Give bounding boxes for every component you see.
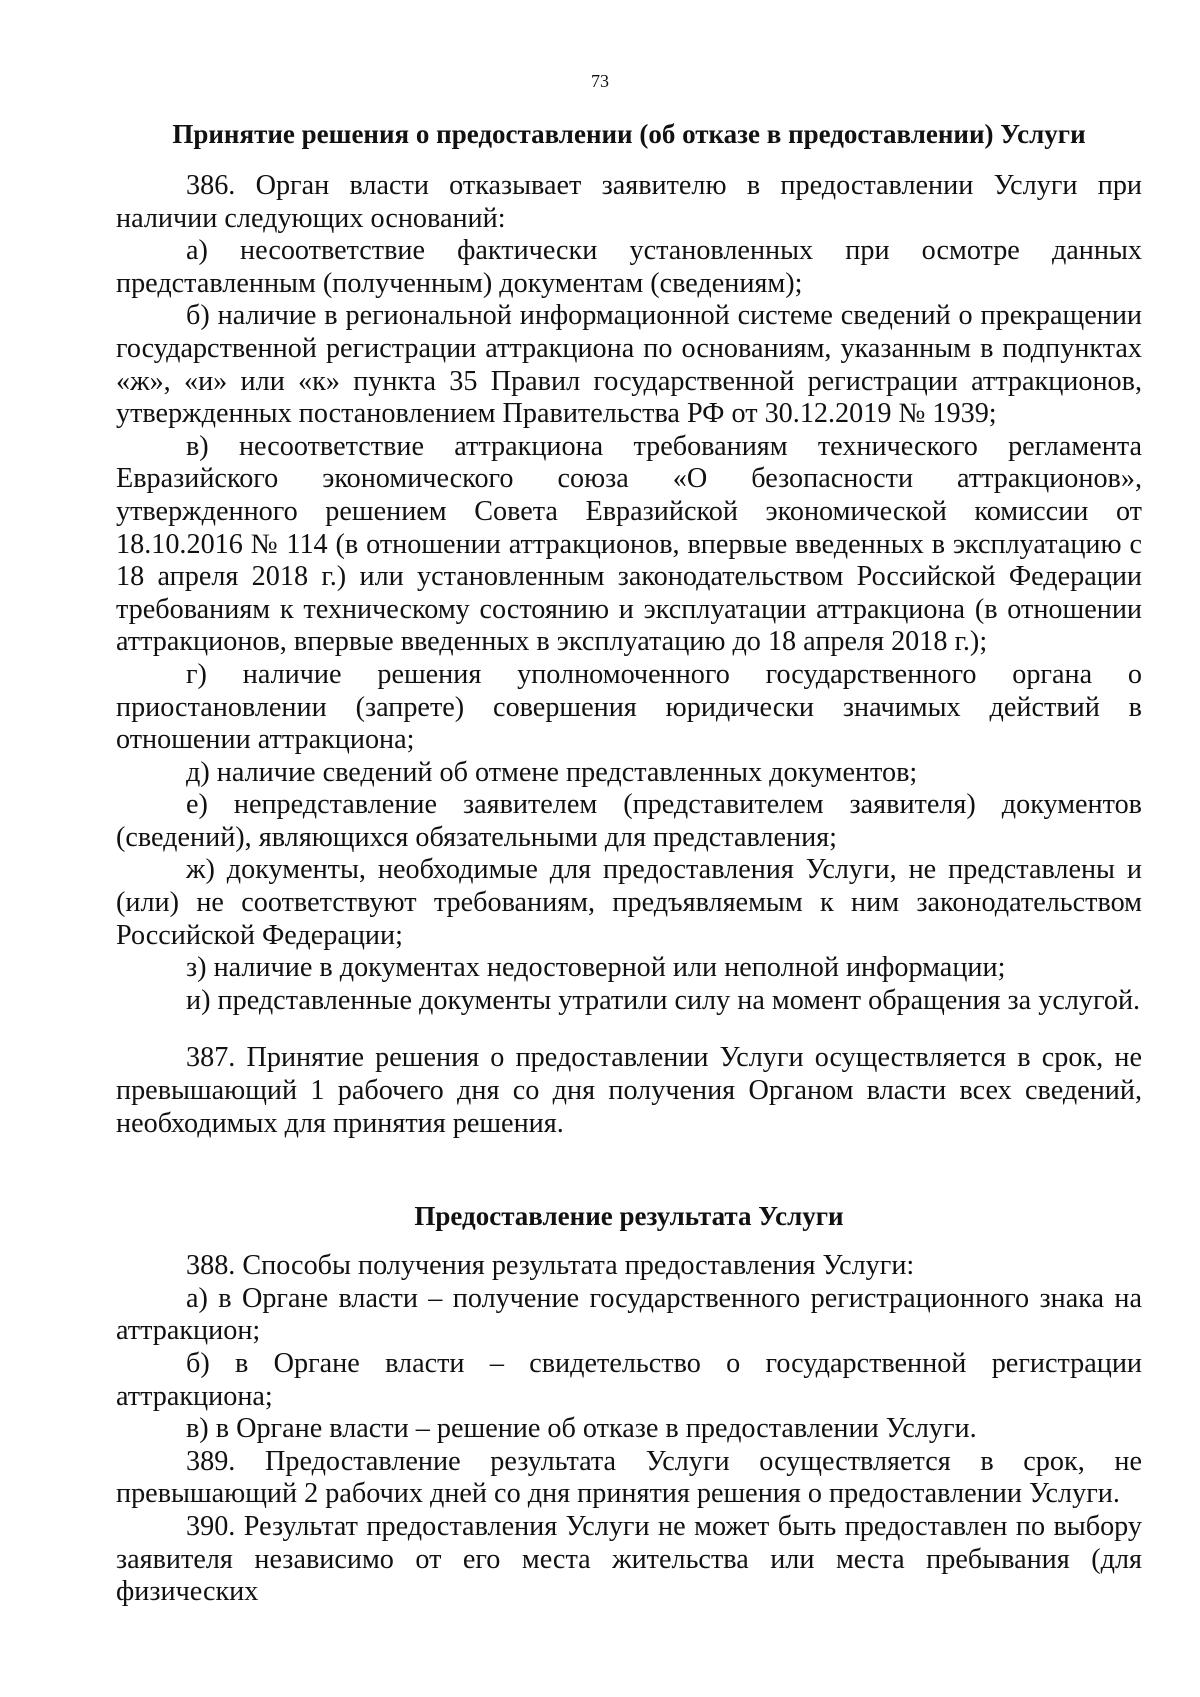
paragraph-387: 387. Принятие решения о предоставлении Услуги осуществляется в срок, не превышающий 1 рабочего дня со дня получения Органом власти всех сведений, необходимых для принятия решения. [116, 1042, 1142, 1139]
section-heading-result: Предоставление результата Услуги [414, 1201, 844, 1232]
page-content [116, 118, 1142, 1609]
result-item-b: б) в Органе власти – свидетельство о государственной регистрации аттракциона; [116, 1348, 1142, 1412]
paragraph-388: 388. Способы получения результата предоставления Услуги: [186, 1250, 915, 1282]
list-item-i: и) представленные документы утратили силу на момент обращения за услугой. [186, 984, 1141, 1016]
paragraph-386: 386. Орган власти отказывает заявителю в предоставлении Услуги при наличии следующих оснований: [116, 170, 1142, 234]
list-item-z: з) наличие в документах недостоверной или неполной информации; [186, 952, 1006, 984]
spacer [116, 1017, 1142, 1042]
result-item-v: в) в Органе власти – решение об отказе в предоставлении Услуги. [186, 1413, 977, 1445]
list-item-v: в) несоответствие аттракциона требованиям технического регламента Евразийского экономического союза «О безопасности аттракционов», утвержденного решением Совета Евразийской экономической комиссии от 18.10.2016 № 114 (в отношении аттракционов, впервые введенных в эксплуатацию с 18 апреля 2018 г.) или установленным законодательством Российской Федерации требованиям к техническому состоянию и эксплуатации аттракциона (в отношении аттракционов, впервые введенных в эксплуатацию до 18 апреля 2018 г.); [116, 430, 1142, 658]
list-item-a: а) несоответствие фактически установленных при осмотре данных представленным (полученным) документам (сведениям); [116, 235, 1142, 299]
page-number: 73 [591, 71, 609, 91]
list-item-g: г) наличие решения уполномоченного государственного органа о приостановлении (запрете) совершения юридически значимых действий в отношении аттракциона; [116, 658, 1142, 756]
list-item-e: е) непредставление заявителем (представителем заявителя) документов (сведений), являющихся обязательными для представления; [116, 789, 1142, 853]
result-item-a: а) в Органе власти – получение государственного регистрационного знака на аттракцион; [116, 1282, 1142, 1347]
paragraph-390: 390. Результат предоставления Услуги не может быть предоставлен по выбору заявителя независимо от его места жительства или места пребывания (для физических [116, 1510, 1142, 1608]
list-item-zh: ж) документы, необходимые для предоставления Услуги, не представлены и (или) не соответствуют требованиям, предъявляемым к ним законодательством Российской Федерации; [116, 854, 1142, 951]
paragraph-389: 389. Предоставление результата Услуги осуществляется в срок, не превышающий 2 рабочих дней со дня принятия решения о предоставлении Услуги. [116, 1445, 1142, 1510]
section-heading-decision: Принятие решения о предоставлении (об отказе в предоставлении) Услуги [172, 119, 1086, 149]
list-item-b: б) наличие в региональной информационной системе сведений о прекращении государственной регистрации аттракциона по основаниям, указанным в подпунктах «ж», «и» или «к» пункта 35 Правил государственной регистрации аттракционов, утвержденных постановлением Правительства РФ от 30.12.2019 № 1939; [116, 300, 1142, 430]
list-item-d: д) наличие сведений об отмене представленных документов; [186, 756, 918, 788]
